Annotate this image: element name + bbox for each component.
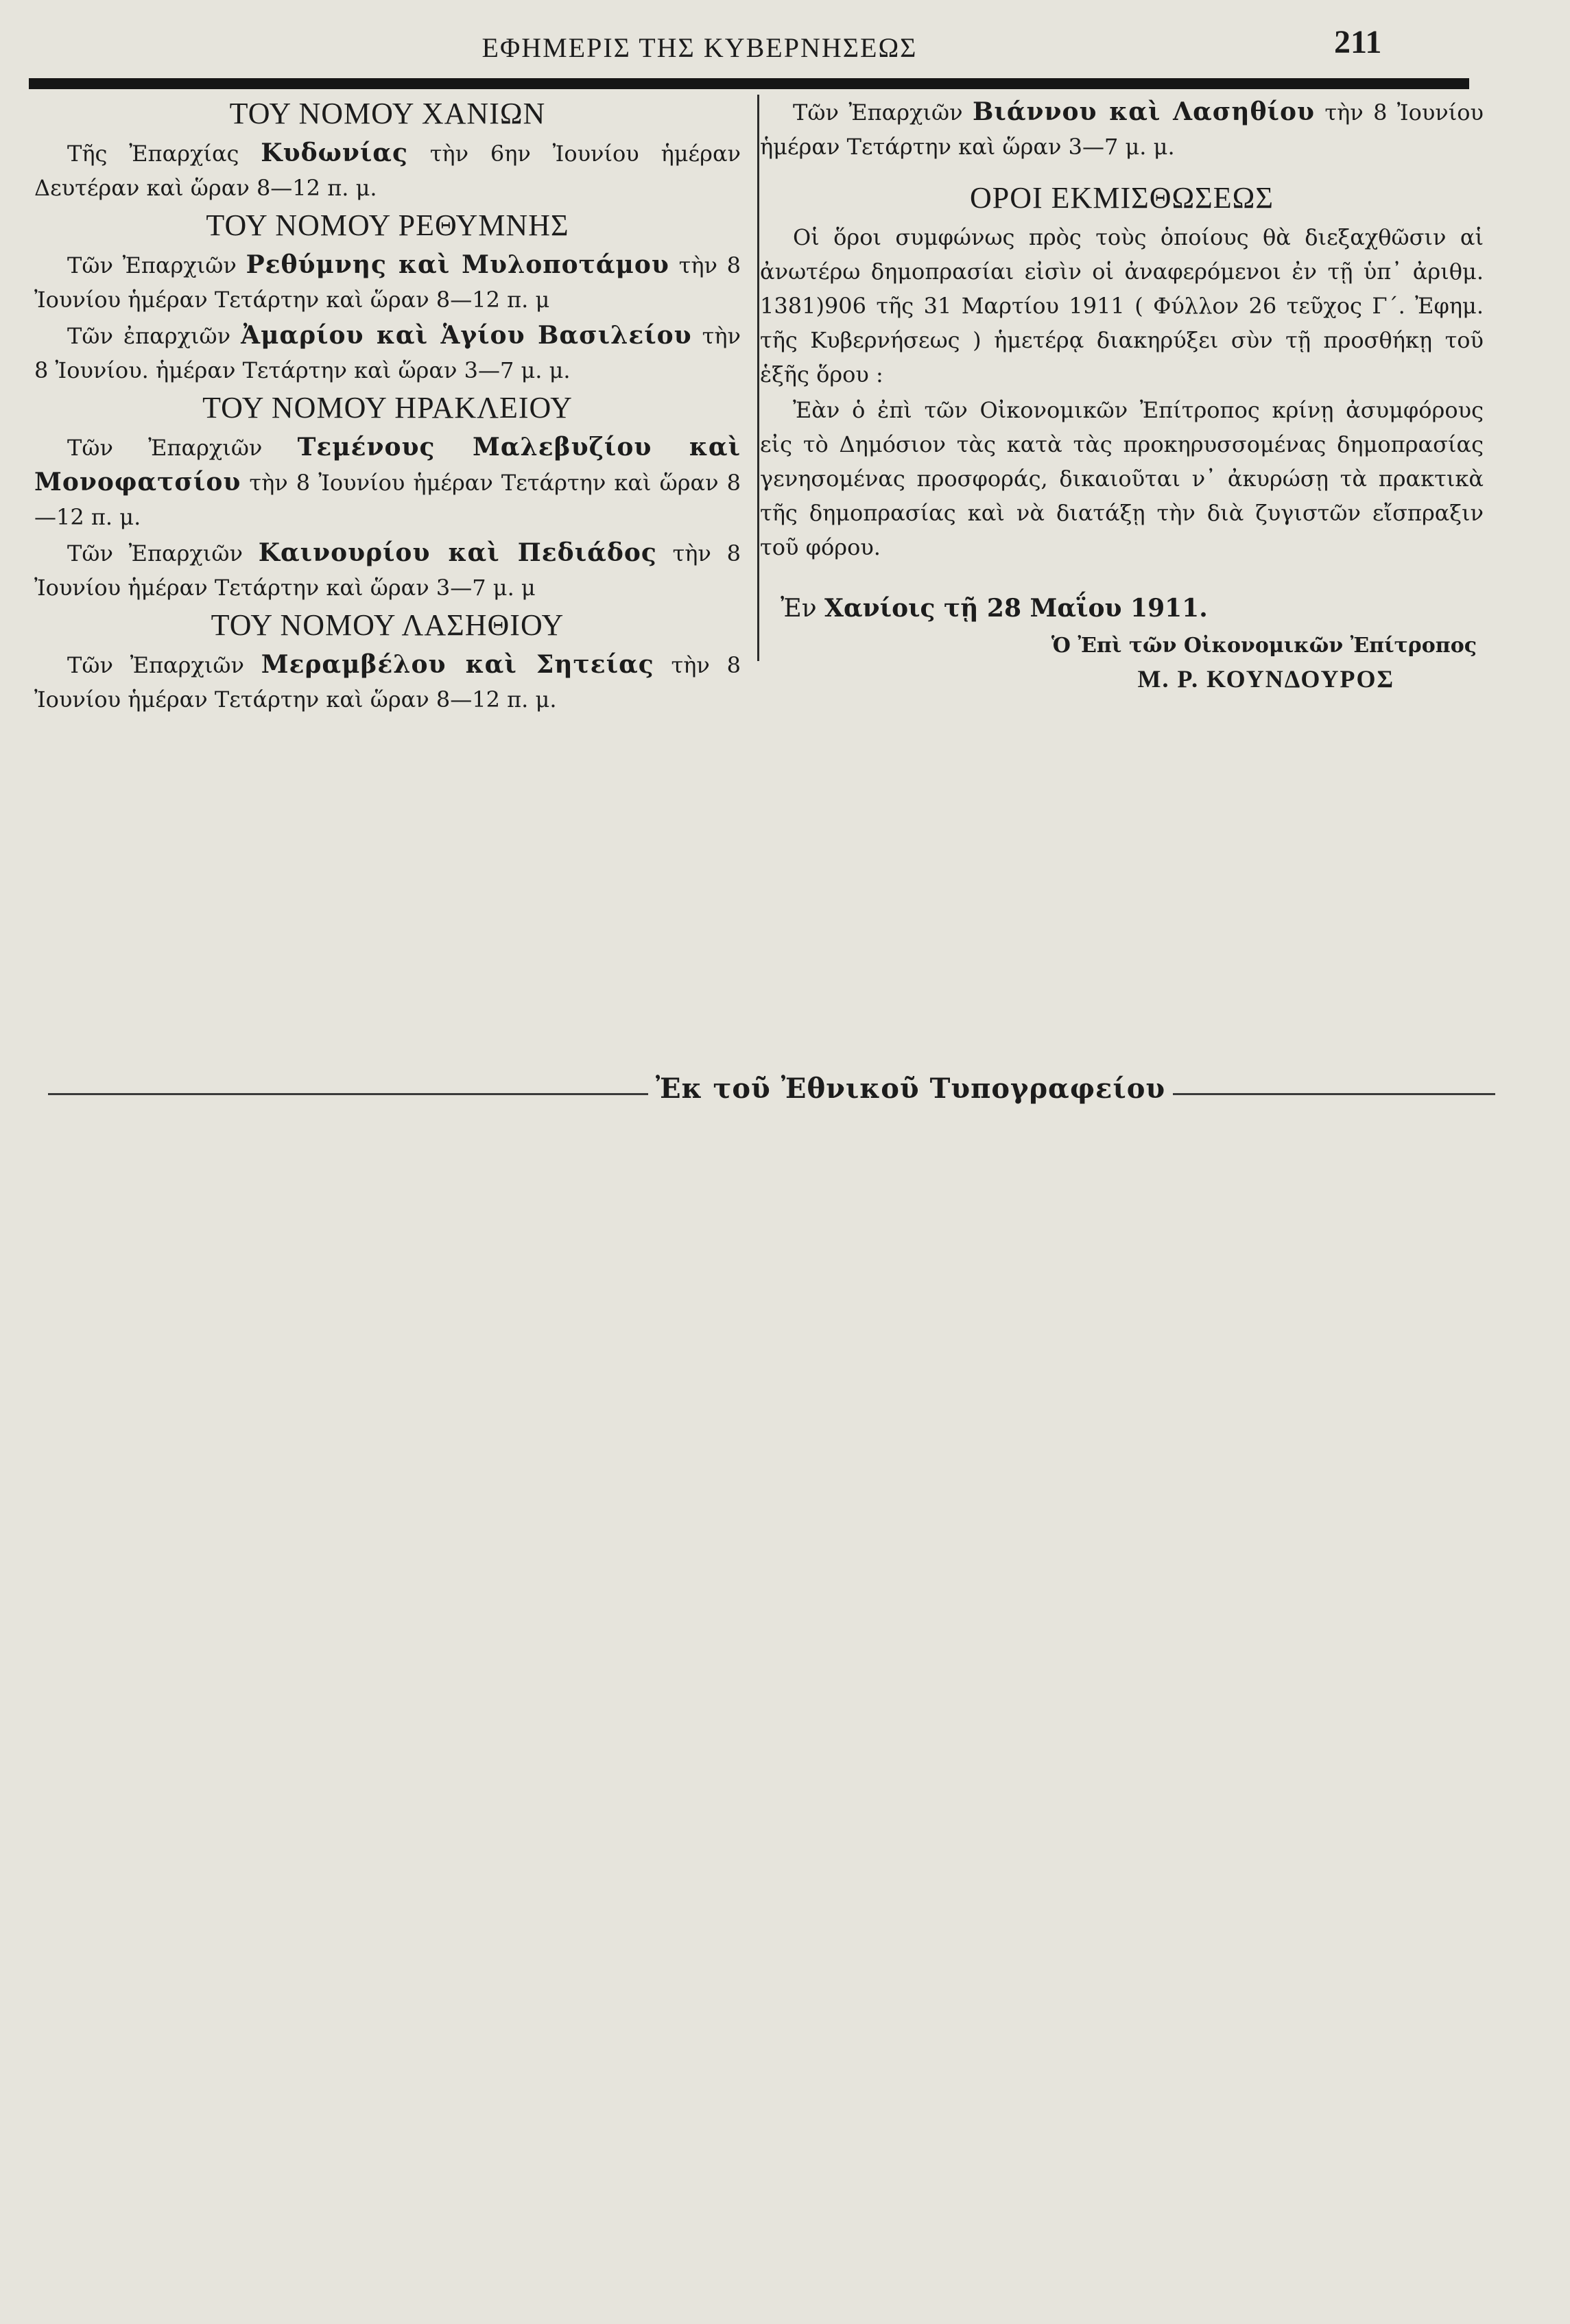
header-rule (29, 78, 1469, 89)
section-heading: ΤΟΥ ΝΟΜΟΥ ΛΑΣΗΘΙΟΥ (211, 608, 564, 642)
paragraph-text: Τῶν Ἐπαρχιῶν (793, 99, 973, 125)
paragraph-text: τὴν 8 Ἰουνίου ἡμέραν Τετάρτην καὶ ὥραν 8—12 π. μ. (34, 470, 741, 530)
province-name: Βιάννου καὶ Λασηθίου (972, 97, 1315, 126)
column-divider (757, 95, 759, 661)
province-name: Τεμένους Μαλεβυζίου καὶ Μονοφατσίου (34, 433, 741, 496)
date-text: Χανίοις τῇ 28 Μαΐου 1911. (824, 594, 1208, 623)
paragraph-text: Τῶν Ἐπαρχιῶν (67, 540, 259, 566)
paragraph-text: τὴν 8 Ἰουνίου. ἡμέραν Τετάρτην καὶ ὥραν 3—7 μ. μ. (34, 323, 741, 383)
province-name: Ρεθύμνης καὶ Μυλοποτάμου (246, 250, 669, 279)
terms-heading: ΟΡΟΙ ΕΚΜΙΣΘΩΣΕΩΣ (970, 181, 1274, 215)
signature-name: Μ. Ρ. ΚΟΥΝΔΟΥΡΟΣ (1137, 665, 1394, 693)
auction-paragraph (760, 95, 1484, 164)
terms-paragraph: Οἱ ὅροι συμφώνως πρὸς τοὺς ὁποίους θὰ διεξαχθῶσιν αἱ ἀνωτέρω δημοπρασίαι εἰσὶν οἱ ἀναφερόμενοι ἐν τῇ ὑπ᾽ ἀριθμ. 1381)906 τῆς 31 Μαρτίου 1911 ( Φύλλον 26 τεῦχος Γ΄. Ἐφημ. τῆς Κυβερνήσεως ) ἡμετέρᾳ διακηρύξει σὺν τῇ προσθήκῃ τοῦ ἑξῆς ὅρου : (760, 224, 1484, 387)
auction-paragraph (34, 248, 741, 317)
terms-paragraph: Ἐὰν ὁ ἐπὶ τῶν Οἰκονομικῶν Ἐπίτροπος κρίνῃ ἀσυμφόρους εἰς τὸ Δημόσιον τὰς κατὰ τὰς προκηρυσσομένας δημοπρασίας γενησομένας προσφοράς, δικαιοῦται ν᾽ ἀκυρώσῃ τὰ πρακτικὰ τῆς δημοπρασίας καὶ νὰ διατάξῃ τὴν διὰ ζυγιστῶν εἴσπραξιν τοῦ φόρου. (760, 397, 1484, 560)
paragraph-text: Τῶν Ἐπαρχιῶν (67, 652, 261, 678)
paragraph-text: τὴν 8 Ἰουνίου ἡμέραν Τετάρτην καὶ ὥραν 8—12 π. μ. (34, 652, 741, 712)
section-chania (34, 95, 741, 205)
province-name: Ἀμαρίου καὶ Ἁγίου Βασιλείου (241, 321, 692, 350)
signature-title: Ὁ Ἐπὶ τῶν Οἰκονομικῶν Ἐπίτροπος (1051, 634, 1477, 658)
section-heading: ΤΟΥ ΝΟΜΟΥ ΡΕΘΥΜΝΗΣ (206, 208, 569, 242)
footer-rule-right (1173, 1093, 1495, 1095)
section-heading: ΤΟΥ ΝΟΜΟΥ ΗΡΑΚΛΕΙΟΥ (202, 391, 573, 424)
section-rethymno (34, 206, 741, 387)
auction-paragraph (34, 136, 741, 205)
page-number: 211 (1334, 24, 1382, 60)
auction-paragraph (34, 430, 741, 534)
province-name: Μεραμβέλου καὶ Σητείας (261, 650, 654, 679)
auction-paragraph (34, 536, 741, 605)
paragraph-text: τὴν 8 Ἰουνίου ἡμέραν Τετάρτην καὶ ὥραν 3—7 μ. μ. (760, 99, 1484, 160)
auction-paragraph (34, 647, 741, 717)
date-line (781, 588, 1484, 630)
gazette-title: ΕΦΗΜΕΡΙΣ ΤΗΣ ΚΥΒΕΡΝΗΣΕΩΣ (481, 32, 918, 63)
paragraph-text: Τῶν ἐπαρχιῶν (67, 323, 241, 349)
province-name: Καινουρίου καὶ Πεδιάδος (258, 538, 657, 567)
paragraph-text: Τῶν Ἐπαρχιῶν (67, 252, 246, 278)
date-prefix: Ἐν (781, 595, 825, 623)
section-heading: ΤΟΥ ΝΟΜΟΥ ΧΑΝΙΩΝ (229, 97, 546, 130)
footer-rule-left (48, 1093, 648, 1095)
left-column (34, 95, 741, 718)
province-name: Κυδωνίας (261, 139, 408, 167)
section-lasithi (34, 606, 741, 717)
paragraph-text: τὴν 8 Ἰουνίου ἡμέραν Τετάρτην καὶ ὥραν 8—12 π. μ (34, 252, 741, 313)
right-column (760, 95, 1484, 693)
printer-imprint: Ἐκ τοῦ Ἐθνικοῦ Τυπογραφείου (655, 1073, 1166, 1105)
paragraph-text: τὴν 6ην Ἰουνίου ἡμέραν Δευτέραν καὶ ὥραν 8—12 π. μ. (34, 141, 741, 201)
paragraph-text: Τῆς Ἐπαρχίας (67, 141, 261, 167)
section-heraklion (34, 389, 741, 605)
paragraph-text: τὴν 8 Ἰουνίου ἡμέραν Τετάρτην καὶ ὥραν 3—7 μ. μ (34, 540, 741, 601)
paragraph-text: Τῶν Ἐπαρχιῶν (67, 435, 298, 461)
auction-paragraph (34, 318, 741, 387)
